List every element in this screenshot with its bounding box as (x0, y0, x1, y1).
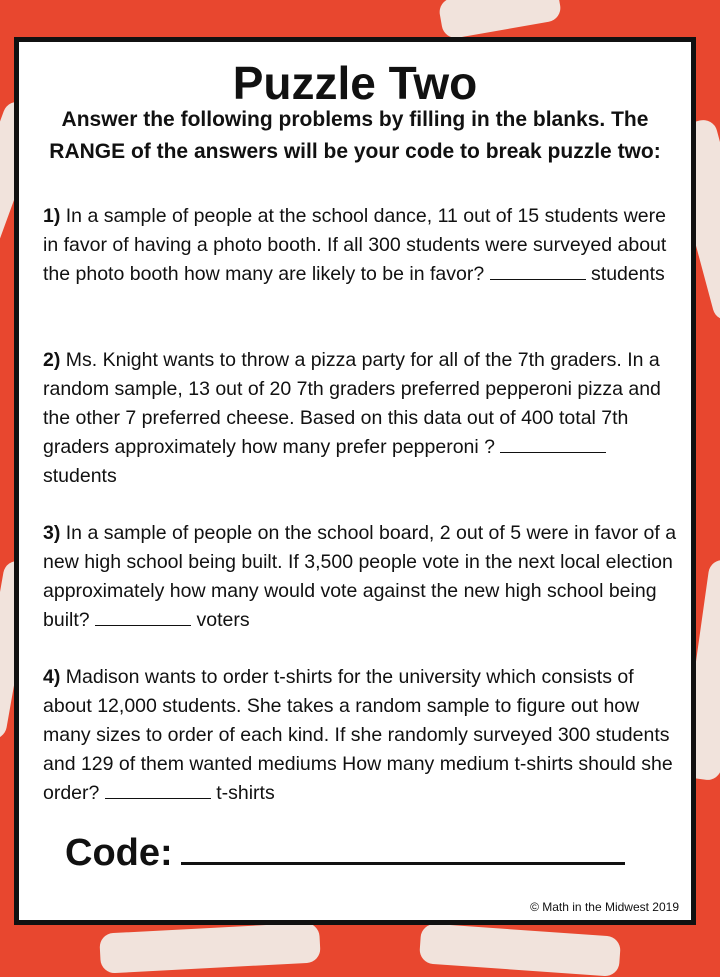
code-input-line[interactable] (181, 832, 625, 865)
copyright: © Math in the Midwest 2019 (530, 900, 679, 914)
problem-4: 4) Madison wants to order t-shirts for the university which consists of about 12,000 students. She takes a random sample to figure out how many sizes to order of each kind. If she randomly surveyed 300 students and 129 of them wanted mediums How many medium t-shirts should she order? t-shirts (43, 666, 673, 804)
problem-1: 1) In a sample of people at the school dance, 11 out of 15 students were in favor of having a photo booth. If all 300 students were surveyed about the photo booth how many are likely to be in favor? students (43, 205, 667, 285)
background-decoration (99, 922, 321, 973)
instructions: Answer the following problems by filling in the blanks. The RANGE of the answers will be your code to break puzzle two: (49, 108, 661, 163)
page-title: Puzzle Two (232, 57, 478, 109)
problem-2: 2) Ms. Knight wants to throw a pizza party for all of the 7th graders. In a random sample, 13 out of 20 7th graders preferred pepperoni pizza and the other 7 preferred cheese. Based on this data out of 400 total 7th graders approximately how many prefer pepperoni ? students (43, 349, 661, 487)
answer-blank-2[interactable] (500, 434, 606, 453)
answer-blank-4[interactable] (105, 780, 211, 799)
code-field (65, 832, 625, 875)
worksheet (14, 37, 696, 925)
problem-3: 3) In a sample of people on the school board, 2 out of 5 were in favor of a new high school being built. If 3,500 people vote in the next local election approximately how many would vote against the new high school being built? voters (43, 522, 677, 631)
answer-blank-3[interactable] (95, 607, 191, 626)
background-decoration (419, 923, 621, 977)
code-label: Code: (65, 832, 173, 874)
answer-blank-1[interactable] (490, 261, 586, 280)
background-decoration (437, 0, 562, 40)
